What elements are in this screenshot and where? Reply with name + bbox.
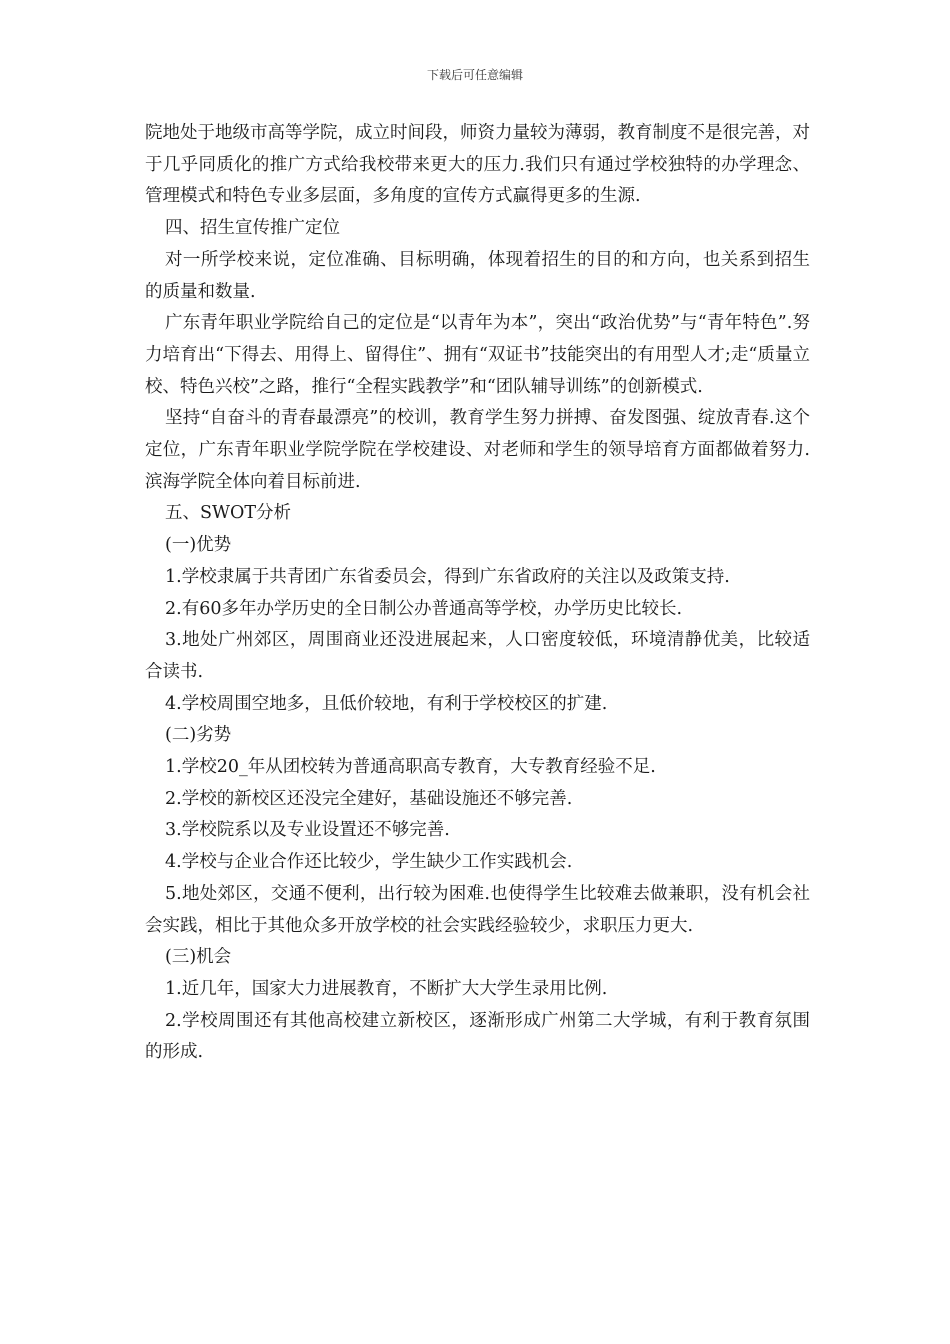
subheading-strengths: (一)优势 bbox=[165, 535, 232, 556]
paragraph-school-motto: 坚持“自奋斗的青春最漂亮”的校训，教育学生努力拼搏、奋发图强、绽放青春.这个定位，广东青年职业学院学院在学校建设、对老师和学生的领导培育方面都做着努力.滨海学院全体向着目标前进. bbox=[145, 408, 810, 492]
paragraph-school-positioning: 广东青年职业学院给自己的定位是“以青年为本”，突出“政治优势”与“青年特色”.努力培育出“下得去、用得上、留得住”、拥有“双证书”技能突出的有用型人才;走“质量立校、特色兴校”之路，推行“全程实践教学”和“团队辅导训练”的创新模式. bbox=[145, 313, 810, 397]
subheading-opportunities: (三)机会 bbox=[165, 947, 232, 968]
list-item-weakness: 5.地处郊区，交通不便利，出行较为困难.也使得学生比较难去做兼职，没有机会社会实践，相比于其他众多开放学校的社会实践经验较少，求职压力更大. bbox=[145, 883, 810, 936]
list-item-strength: 1.学校隶属于共青团广东省委员会，得到广东省政府的关注以及政策支持. bbox=[165, 566, 730, 587]
section-heading-positioning: 四、招生宣传推广定位 bbox=[165, 218, 340, 239]
subheading-weaknesses: (二)劣势 bbox=[165, 725, 232, 746]
paragraph-intro-continuation: 院地处于地级市高等学院，成立时间段，师资力量较为薄弱，教育制度不是很完善，对于几乎同质化的推广方式给我校带来更大的压力.我们只有通过学校独特的办学理念、管理模式和特色专业多层面，多角度的宣传方式赢得更多的生源. bbox=[145, 123, 810, 207]
list-item-strength: 4.学校周围空地多，且低价较地，有利于学校校区的扩建. bbox=[165, 693, 608, 714]
list-item-weakness: 2.学校的新校区还没完全建好，基础设施还不够完善. bbox=[165, 788, 573, 809]
list-item-weakness: 3.学校院系以及专业设置还不够完善. bbox=[165, 820, 450, 841]
list-item-weakness: 1.学校20_年从团校转为普通高职高专教育，大专教育经验不足. bbox=[165, 757, 656, 778]
list-item-strength: 2.有60多年办学历史的全日制公办普通高等学校，办学历史比较长. bbox=[165, 598, 683, 619]
list-item-weakness: 4.学校与企业合作还比较少，学生缺少工作实践机会. bbox=[165, 852, 573, 873]
document-body bbox=[145, 118, 810, 1069]
list-item-opportunity: 2.学校周围还有其他高校建立新校区，逐渐形成广州第二大学城，有利于教育氛围的形成. bbox=[145, 1010, 810, 1063]
list-item-strength: 3.地处广州郊区，周围商业还没进展起来，人口密度较低，环境清静优美，比较适合读书. bbox=[145, 630, 810, 682]
page-header: 下载后可任意编辑 bbox=[426, 68, 523, 82]
paragraph-positioning-importance: 对一所学校来说，定位准确、目标明确，体现着招生的目的和方向，也关系到招生的质量和数量. bbox=[145, 249, 810, 302]
section-heading-swot: 五、SWOT分析 bbox=[165, 503, 291, 524]
list-item-opportunity: 1.近几年，国家大力进展教育，不断扩大大学生录用比例. bbox=[165, 978, 608, 999]
